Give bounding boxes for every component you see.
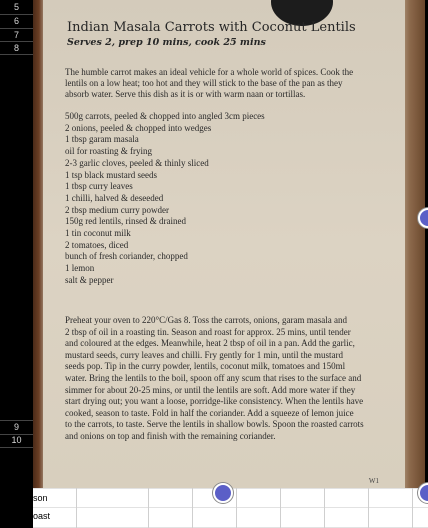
- method-line: to the carrots, to taste. Serve the lentils in shallow bowls. Spoon the roasted carrots: [65, 419, 364, 430]
- grid-line: [368, 488, 369, 528]
- row-header-gutter: [0, 0, 33, 488]
- method-line: Preheat your oven to 220°C/Gas 8. Toss the carrots, onions, garam masala and: [65, 315, 347, 325]
- row-header-10[interactable]: 10: [11, 435, 22, 445]
- grid-line: [324, 488, 325, 528]
- recipe-title: Indian Masala Carrots with Coconut Lentils: [67, 20, 356, 35]
- row-header-8[interactable]: 8: [13, 43, 19, 53]
- method-line: mustard seeds, curry leaves and chilli. Fry gently for 1 min, until the mustard: [65, 349, 343, 360]
- grid-line: [192, 488, 193, 528]
- ingredient-item: 1 lemon: [65, 263, 95, 274]
- recipe-intro: [65, 67, 403, 100]
- row-header-5[interactable]: 5: [13, 2, 19, 12]
- ingredient-item: 2 onions, peeled & chopped into wedges: [65, 122, 212, 133]
- ingredient-item: 1 tin coconut milk: [65, 228, 131, 239]
- ingredient-item: 2 tomatoes, diced: [65, 239, 129, 250]
- ingredient-item: 1 tsp black mustard seeds: [65, 169, 157, 180]
- method-line: water. Bring the lentils to the boil, spoon off any scum that rises to the surface and: [65, 372, 362, 383]
- recipe-method: [65, 315, 403, 443]
- method-line: seeds pop. Tip in the curry powder, lentils, coconut milk, tomatoes and 150ml: [65, 361, 346, 372]
- recipe-page: [43, 0, 405, 488]
- ingredients-list: [65, 111, 265, 287]
- row-divider: [0, 28, 33, 29]
- intro-line: lentils on a low heat; too hot and they will stick to the base of the pan as they: [65, 78, 343, 88]
- ingredient-item: 1 tbsp curry leaves: [65, 181, 133, 192]
- row-divider: [0, 41, 33, 42]
- recipe-subtitle: Serves 2, prep 10 mins, cook 25 mins: [67, 37, 266, 48]
- ingredient-item: 150g red lentils, rinsed & drained: [65, 216, 186, 227]
- grid-line: [412, 488, 413, 528]
- ingredient-item: 500g carrots, peeled & chopped into angled 3cm pieces: [65, 111, 265, 121]
- ingredient-item: 1 chilli, halved & deseeded: [65, 192, 164, 203]
- row-divider: [0, 420, 33, 421]
- ingredient-item: salt & pepper: [65, 274, 114, 285]
- intro-line: The humble carrot makes an ideal vehicle for a whole world of spices. Cook the: [65, 67, 354, 77]
- method-line: 2 tbsp of oil in a roasting tin. Season and roast for approx. 25 mins, until tender: [65, 326, 351, 337]
- ingredient-item: 2-3 garlic cloves, peeled & thinly sliced: [65, 157, 209, 168]
- method-line: simmer for about 20-25 mins, or until the lentils are soft. Add more water if they: [65, 384, 356, 395]
- method-line: and onions on top and finish with the remaining coriander.: [65, 430, 276, 441]
- grid-line: [148, 488, 149, 528]
- row-divider: [0, 54, 33, 55]
- row-header-9[interactable]: 9: [13, 422, 19, 432]
- method-line: cooked, season to taste. Fold in half the coriander. Add a squeeze of lemon juice: [65, 407, 354, 418]
- ingredient-item: bunch of fresh coriander, chopped: [65, 251, 188, 262]
- cell[interactable]: oast: [33, 511, 51, 521]
- ingredient-item: oil for roasting & frying: [65, 146, 152, 157]
- intro-line: absorb water. Serve this dish as it is or with warm naan or tortillas.: [65, 89, 306, 99]
- method-line: and coloured at the edges. Meanwhile, heat 2 tbsp of oil in a pan. Add the garlic,: [65, 338, 355, 349]
- row-divider: [0, 447, 33, 448]
- recipe-photo[interactable]: [33, 0, 425, 488]
- grid-line: [76, 488, 77, 528]
- row-header-6[interactable]: 6: [13, 16, 19, 26]
- page-mark: W1: [368, 477, 379, 485]
- method-line: start drying out; you want a loose, porridge-like consistency. When the lentils have: [65, 396, 364, 407]
- row-divider: [0, 14, 33, 15]
- row-header-7[interactable]: 7: [13, 30, 19, 40]
- cell[interactable]: son: [33, 493, 48, 503]
- grid-line: [236, 488, 237, 528]
- row-header-gutter-lower: [0, 488, 33, 528]
- ingredient-item: 2 tbsp medium curry powder: [65, 204, 169, 215]
- resize-handle-bottom[interactable]: [213, 483, 233, 503]
- grid-line: [280, 488, 281, 528]
- ingredient-item: 1 tbsp garam masala: [65, 134, 139, 145]
